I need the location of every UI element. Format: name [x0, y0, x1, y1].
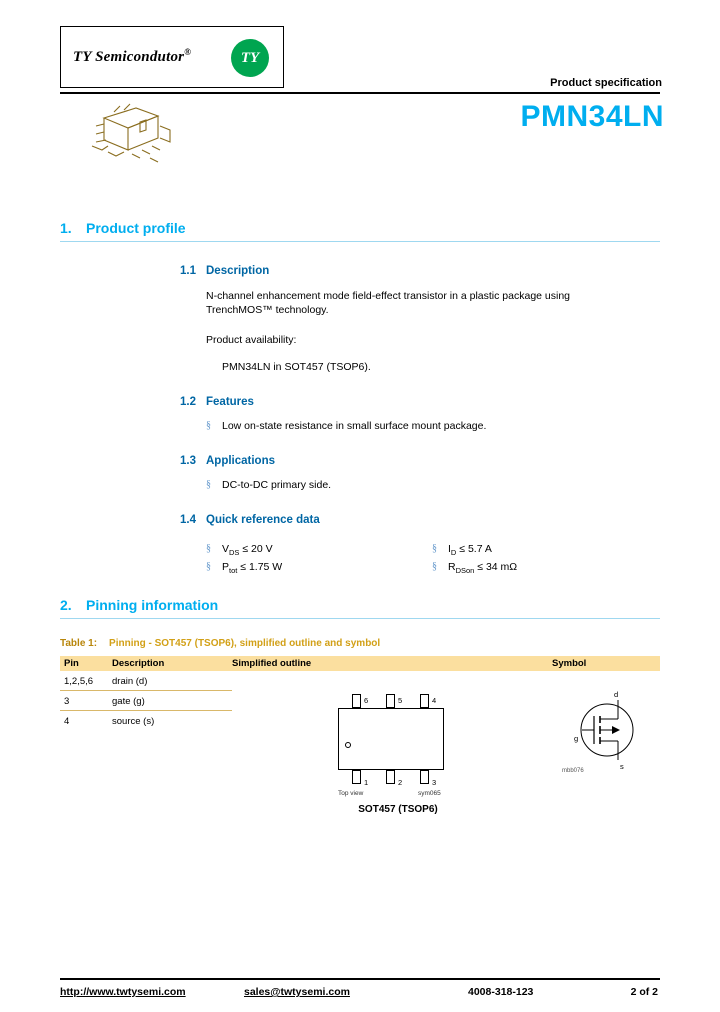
quick-ref-left-1: $P_{tot} \le 1.75$ W [222, 561, 283, 576]
company-logo [60, 26, 284, 88]
bullet-icon: § [206, 479, 211, 490]
quick-ref-left-0: $V_{DS} \le 20$ V [222, 543, 273, 558]
subsection-heading-description [180, 265, 269, 277]
table-row [60, 693, 232, 711]
footer-website-link[interactable]: http://www.twtysemi.com [60, 986, 186, 998]
outline-note-top-view: Top view [338, 790, 364, 797]
package-body [338, 708, 444, 770]
lead-number-1: 1 [364, 778, 369, 787]
bullet-icon: § [206, 543, 211, 554]
company-name: TY Semicondutor® [73, 47, 192, 65]
column-header-description: Description [112, 658, 165, 669]
lead-3 [420, 770, 429, 784]
subsection-heading-quick-reference [180, 514, 320, 526]
lead-number-5: 5 [398, 696, 403, 705]
quick-ref-right-1: $R_{DSon} \le 34$ mΩ [448, 561, 518, 576]
availability-label: Product availability: [206, 334, 297, 346]
bullet-icon: § [206, 561, 211, 572]
outline-note-code: sym065 [418, 790, 441, 797]
lead-number-3: 3 [432, 778, 437, 787]
cell-description: source (s) [112, 716, 155, 727]
section-divider-1 [60, 241, 660, 242]
cell-description: gate (g) [112, 696, 145, 707]
footer-email-link[interactable]: sales@twtysemi.com [244, 986, 350, 998]
simplified-outline-drawing [330, 686, 460, 826]
product-specification-label: Product specification [550, 77, 662, 89]
logo-mark-icon: TY [231, 39, 269, 77]
section-title: Pinning information [86, 597, 219, 613]
section-number: 2. [60, 597, 72, 613]
cell-pin: 3 [64, 696, 70, 707]
cell-description: drain (d) [112, 676, 148, 687]
subsection-title: Features [206, 396, 254, 408]
availability-value: PMN34LN in SOT457 (TSOP6). [222, 361, 371, 373]
footer-page-number: 2 of 2 [630, 986, 658, 998]
footer-divider [60, 978, 660, 980]
outline-caption: SOT457 (TSOP6) [358, 804, 438, 815]
bullet-icon: § [432, 543, 437, 554]
features-item-0: Low on-state resistance in small surface mount package. [222, 420, 487, 432]
pin-one-dot-icon [345, 742, 351, 748]
section-number: 1. [60, 220, 72, 236]
transistor-symbol-drawing [552, 690, 662, 786]
bullet-icon: § [206, 420, 211, 431]
lead-5 [386, 694, 395, 708]
subsection-number: 1.4 [180, 514, 196, 526]
section-divider-2 [60, 618, 660, 619]
symbol-label-drain: d [614, 690, 619, 699]
lead-number-6: 6 [364, 696, 369, 705]
mosfet-symbol-icon [552, 690, 662, 780]
lead-1 [352, 770, 361, 784]
table-caption-label: Table 1: [60, 638, 98, 649]
bullet-icon: § [432, 561, 437, 572]
subsection-title: Applications [206, 455, 276, 467]
subsection-title: Quick reference data [206, 514, 320, 526]
symbol-label-gate: g [574, 734, 579, 743]
lead-number-2: 2 [398, 778, 403, 787]
lead-number-4: 4 [432, 696, 437, 705]
column-header-simplified-outline: Simplified outline [232, 658, 312, 669]
section-title: Product profile [86, 220, 186, 236]
symbol-label-source: s [620, 762, 624, 771]
subsection-number: 1.2 [180, 396, 196, 408]
table-row [60, 673, 232, 691]
part-number: PMN34LN [520, 100, 664, 133]
column-header-pin: Pin [64, 658, 79, 669]
lead-4 [420, 694, 429, 708]
subsection-number: 1.1 [180, 265, 196, 277]
subsection-number: 1.3 [180, 455, 196, 467]
quick-ref-right-0: $I_D \le 5.7$ A [448, 543, 492, 558]
pinning-table [60, 656, 660, 727]
cell-pin: 1,2,5,6 [64, 676, 94, 687]
header-divider [60, 92, 660, 94]
section-heading-pinning [60, 597, 218, 613]
table-header-row [60, 656, 660, 671]
applications-item-0: DC-to-DC primary side. [222, 479, 332, 491]
subsection-heading-features [180, 396, 254, 408]
lead-2 [386, 770, 395, 784]
cell-pin: 4 [64, 716, 70, 727]
table-row [60, 713, 232, 730]
lead-6 [352, 694, 361, 708]
section-heading-product-profile [60, 220, 186, 236]
registered-mark: ® [184, 47, 192, 57]
column-header-symbol: Symbol [552, 658, 587, 669]
subsection-heading-applications [180, 455, 275, 467]
table-caption-text: Pinning - SOT457 (TSOP6), simplified outline and symbol [109, 638, 381, 649]
footer-telephone: 4008-318-123 [468, 986, 534, 998]
description-paragraph: N-channel enhancement mode field-effect transistor in a plastic package using TrenchMOS™ technology. [206, 290, 571, 317]
symbol-code: mbb076 [562, 768, 584, 774]
subsection-title: Description [206, 265, 270, 277]
package-sketch-icon [84, 100, 180, 172]
table-caption [60, 638, 380, 649]
